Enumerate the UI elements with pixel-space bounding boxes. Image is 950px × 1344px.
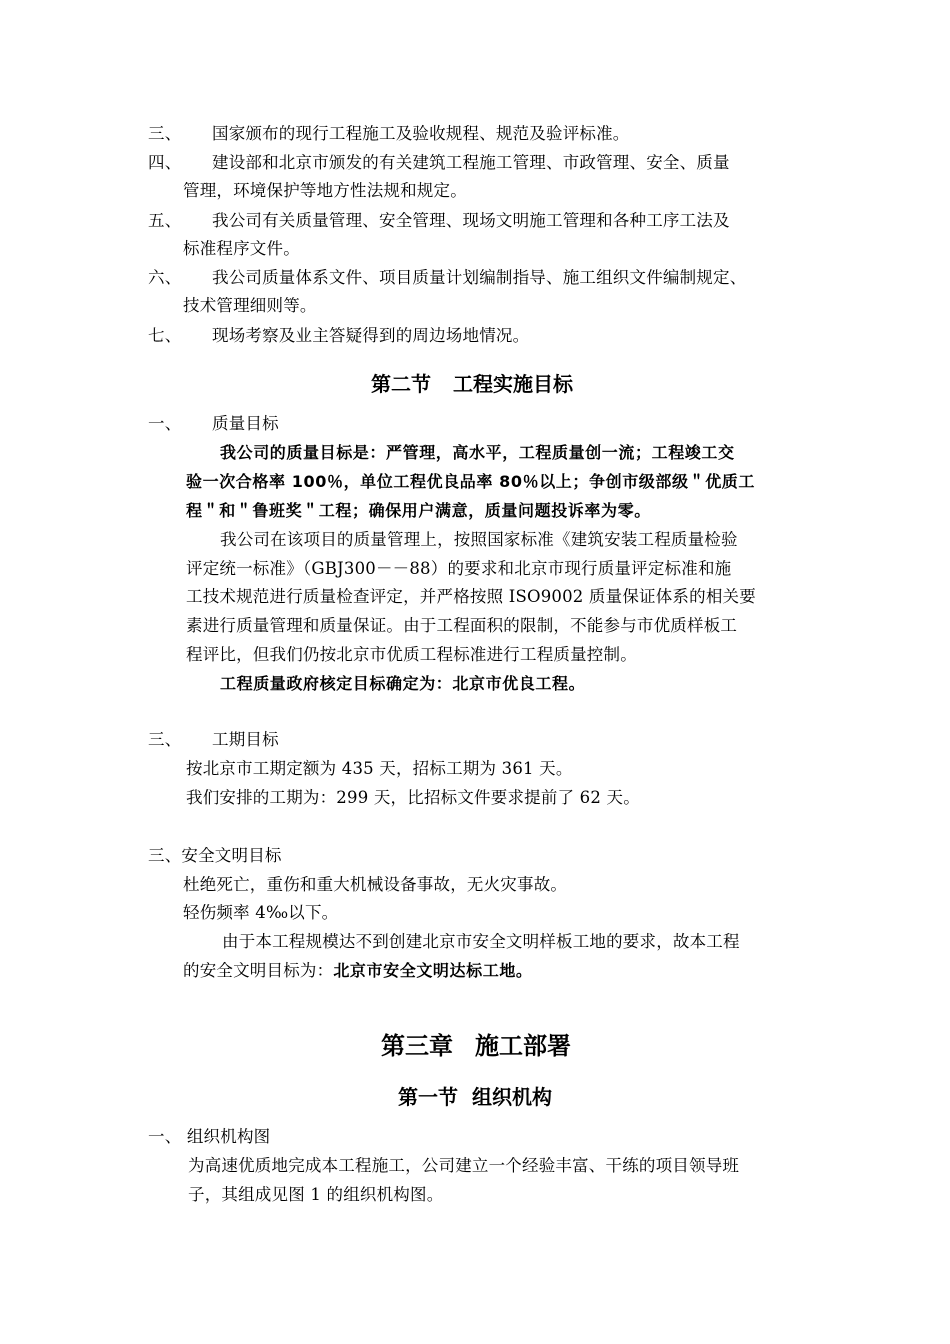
quality-para-line-2: 评定统一标准》（GBJ300－－88）的要求和北京市现行质量评定标准和施 — [186, 559, 732, 578]
basis-item-5 — [148, 207, 730, 235]
item-text: 我公司质量体系文件、项目质量计划编制指导、施工组织文件编制规定、 — [212, 268, 747, 287]
quality-goal-line-3: 程＂和＂鲁班奖＂工程；确保用户满意，质量问题投诉率为零。 — [186, 501, 651, 520]
quality-para-line-5: 程评比，但我们仍按北京市优质工程标准进行工程质量控制。 — [186, 645, 637, 664]
item-number: 五、 — [148, 211, 182, 230]
safety-line-1: 杜绝死亡，重伤和重大机械设备事故，无火灾事故。 — [183, 875, 568, 894]
section-number: 第一节 — [398, 1085, 458, 1109]
item-number: 四、 — [148, 153, 182, 172]
basis-item-3 — [148, 120, 630, 148]
basis-item-7 — [148, 322, 529, 350]
schedule-line-1: 按北京市工期定额为 435 天，招标工期为 361 天。 — [186, 759, 573, 778]
safety-heading: 三、安全文明目标 — [148, 846, 282, 865]
basis-item-4-cont: 管理，环境保护等地方性法规和规定。 — [183, 181, 467, 200]
item-number: 七、 — [148, 326, 182, 345]
section-heading-2 — [371, 369, 573, 399]
safety-prefix: 的安全文明目标为： — [183, 961, 334, 980]
quality-goal-line-1: 我公司的质量目标是：严管理，高水平，工程质量创一流；工程竣工交 — [220, 443, 735, 462]
item-number: 一、 — [148, 414, 182, 433]
basis-item-5-cont: 标准程序文件。 — [183, 239, 300, 258]
org-line-2: 子，其组成见图 1 的组织机构图。 — [188, 1185, 444, 1204]
quality-para-line-4: 素进行质量管理和质量保证。由于工程面积的限制，不能参与市优质样板工 — [186, 616, 738, 635]
safety-line-2: 轻伤频率 4‰以下。 — [183, 903, 339, 922]
safety-target: 北京市安全文明达标工地。 — [333, 961, 533, 980]
item-text: 我公司有关质量管理、安全管理、现场文明施工管理和各种工序工法及 — [212, 211, 730, 230]
item-text: 建设部和北京市颁发的有关建筑工程施工管理、市政管理、安全、质量 — [212, 153, 730, 172]
item-text: 国家颁布的现行工程施工及验收规程、规范及验评标准。 — [212, 124, 630, 143]
basis-item-6-cont: 技术管理细则等。 — [183, 296, 317, 315]
item-text: 现场考察及业主答疑得到的周边场地情况。 — [212, 326, 530, 345]
chapter-number: 第三章 — [381, 1032, 453, 1060]
org-heading: 一、 组织机构图 — [148, 1127, 271, 1146]
item-number: 三、 — [148, 730, 182, 749]
item-number: 六、 — [148, 268, 182, 287]
basis-item-4 — [148, 149, 730, 177]
section-title: 工程实施目标 — [453, 372, 573, 396]
safety-line-3: 由于本工程规模达不到创建北京市安全文明样板工地的要求，故本工程 — [222, 932, 740, 951]
quality-heading — [148, 410, 279, 438]
item-text: 质量目标 — [212, 414, 279, 433]
basis-item-6 — [148, 264, 746, 292]
item-number: 三、 — [148, 124, 182, 143]
schedule-line-2: 我们安排的工期为：299 天，比招标文件要求提前了 62 天。 — [186, 788, 640, 807]
chapter-heading-3 — [381, 1029, 571, 1063]
quality-para-line-1: 我公司在该项目的质量管理上，按照国家标准《建筑安装工程质量检验 — [220, 530, 738, 549]
quality-goal-line-2: 验一次合格率 100％，单位工程优良品率 80％以上；争创市级部级＂优质工 — [186, 472, 756, 491]
item-text: 工期目标 — [212, 730, 279, 749]
schedule-heading — [148, 726, 279, 754]
safety-line-4 — [183, 957, 533, 985]
gov-quality-target: 工程质量政府核定目标确定为：北京市优良工程。 — [220, 674, 586, 693]
section-title: 组织机构 — [472, 1085, 552, 1109]
quality-para-line-3: 工技术规范进行质量检查评定，并严格按照 ISO9002 质量保证体系的相关要 — [186, 587, 756, 606]
org-line-1: 为高速优质地完成本工程施工，公司建立一个经验丰富、干练的项目领导班 — [188, 1156, 740, 1175]
chapter-title: 施工部署 — [475, 1032, 571, 1060]
section-number: 第二节 — [371, 372, 431, 396]
section-heading-3-1 — [398, 1082, 552, 1112]
